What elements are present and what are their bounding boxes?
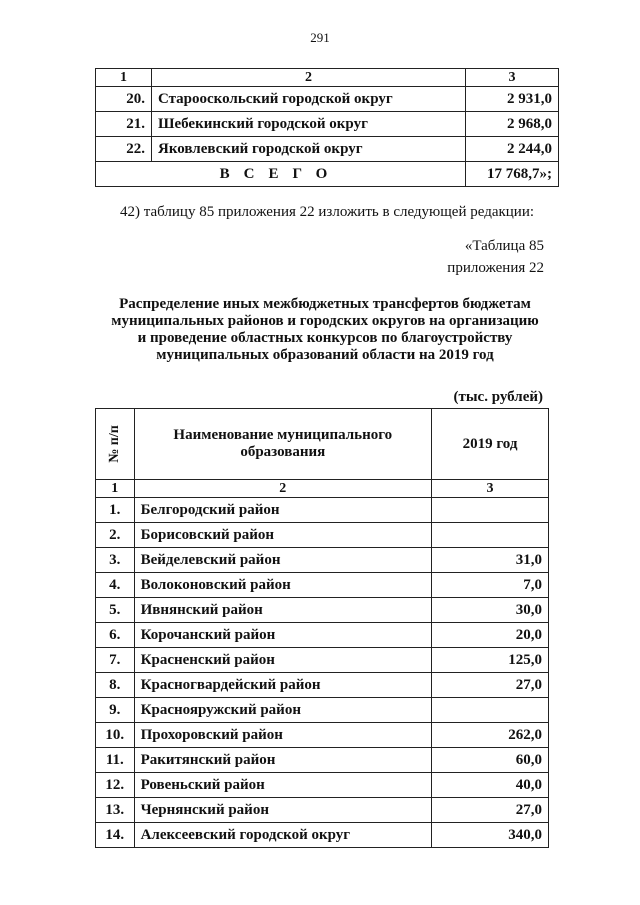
row-number: 22. — [96, 137, 152, 162]
table-row — [96, 498, 549, 523]
row-value: 27,0 — [432, 673, 549, 698]
amendment-text: 42) таблицу 85 приложения 22 изложить в следующей редакции: — [120, 204, 535, 220]
row-name: Яковлевский городской округ — [152, 137, 466, 162]
row-number: 8. — [96, 673, 135, 698]
table-row — [96, 623, 549, 648]
header-number-text: № п/п — [106, 425, 122, 463]
row-number: 10. — [96, 723, 135, 748]
header-name-line: образования — [240, 444, 326, 460]
table-row — [96, 798, 549, 823]
row-number: 6. — [96, 623, 135, 648]
row-name: Шебекинский городской округ — [152, 112, 466, 137]
row-number: 7. — [96, 648, 135, 673]
header-number — [96, 409, 135, 480]
row-number: 12. — [96, 773, 135, 798]
row-value: 2 244,0 — [466, 137, 559, 162]
table-row — [96, 112, 559, 137]
row-number: 3. — [96, 548, 135, 573]
row-name: Борисовский район — [134, 523, 431, 548]
table-row — [96, 673, 549, 698]
row-number: 20. — [96, 87, 152, 112]
header-cell: 3 — [466, 69, 559, 87]
index-cell: 2 — [134, 480, 431, 498]
index-cell: 3 — [432, 480, 549, 498]
table-body — [96, 498, 549, 848]
row-value: 7,0 — [432, 573, 549, 598]
document-title — [90, 296, 560, 364]
row-number: 11. — [96, 748, 135, 773]
row-number: 2. — [96, 523, 135, 548]
header-name — [134, 409, 431, 480]
table-row — [96, 598, 549, 623]
row-name: Чернянский район — [134, 798, 431, 823]
row-value: 340,0 — [432, 823, 549, 848]
index-cell: 1 — [96, 480, 135, 498]
row-name: Ракитянский район — [134, 748, 431, 773]
total-value: 17 768,7»; — [466, 162, 559, 187]
row-value — [432, 698, 549, 723]
title-line: Распределение иных межбюджетных трансфертов бюджетам — [119, 296, 531, 312]
row-name: Корочанский район — [134, 623, 431, 648]
table-row — [96, 698, 549, 723]
row-number: 14. — [96, 823, 135, 848]
row-value: 31,0 — [432, 548, 549, 573]
row-value: 40,0 — [432, 773, 549, 798]
table-row — [96, 648, 549, 673]
page-number: 291 — [310, 30, 330, 45]
row-number: 1. — [96, 498, 135, 523]
row-value: 27,0 — [432, 798, 549, 823]
row-value — [432, 498, 549, 523]
row-value: 262,0 — [432, 723, 549, 748]
title-line: муниципальных районов и городских округов на организацию — [111, 313, 539, 329]
row-value: 20,0 — [432, 623, 549, 648]
total-row — [96, 162, 559, 187]
table-row — [96, 548, 549, 573]
distribution-table — [95, 408, 549, 848]
row-number: 9. — [96, 698, 135, 723]
header-cell: 1 — [96, 69, 152, 87]
table-row — [96, 87, 559, 112]
table-row — [96, 823, 549, 848]
row-value: 2 931,0 — [466, 87, 559, 112]
row-value — [432, 523, 549, 548]
continued-table — [95, 68, 559, 187]
table-row — [96, 137, 559, 162]
table-row — [96, 723, 549, 748]
row-number: 4. — [96, 573, 135, 598]
table-row — [96, 748, 549, 773]
row-name: Ивнянский район — [134, 598, 431, 623]
index-row — [96, 480, 549, 498]
table-header-row — [96, 409, 549, 480]
table-caption-line1: «Таблица 85 — [464, 238, 544, 254]
title-line: муниципальных образований области на 2019 год — [156, 347, 494, 363]
row-name: Ровеньский район — [134, 773, 431, 798]
row-number: 5. — [96, 598, 135, 623]
row-name: Старооскольский городской округ — [152, 87, 466, 112]
row-name: Прохоровский район — [134, 723, 431, 748]
row-name: Белгородский район — [134, 498, 431, 523]
row-name: Краснояружский район — [134, 698, 431, 723]
row-number: 13. — [96, 798, 135, 823]
table-row — [96, 573, 549, 598]
title-line: и проведение областных конкурсов по благоустройству — [137, 330, 513, 346]
row-value: 30,0 — [432, 598, 549, 623]
row-value: 125,0 — [432, 648, 549, 673]
row-name: Красногвардейский район — [134, 673, 431, 698]
row-value: 2 968,0 — [466, 112, 559, 137]
table-row — [96, 773, 549, 798]
row-name: Красненский район — [134, 648, 431, 673]
table-header-row — [96, 69, 559, 87]
header-year: 2019 год — [432, 409, 549, 480]
table-caption-line2: приложения 22 — [447, 260, 544, 276]
total-label: ВСЕГО — [96, 162, 466, 187]
row-number: 21. — [96, 112, 152, 137]
units-label: (тыс. рублей) — [453, 389, 543, 405]
header-cell: 2 — [152, 69, 466, 87]
row-name: Вейделевский район — [134, 548, 431, 573]
row-value: 60,0 — [432, 748, 549, 773]
table-row — [96, 523, 549, 548]
row-name: Волоконовский район — [134, 573, 431, 598]
header-name-line: Наименование муниципального — [173, 427, 393, 443]
row-name: Алексеевский городской округ — [134, 823, 431, 848]
